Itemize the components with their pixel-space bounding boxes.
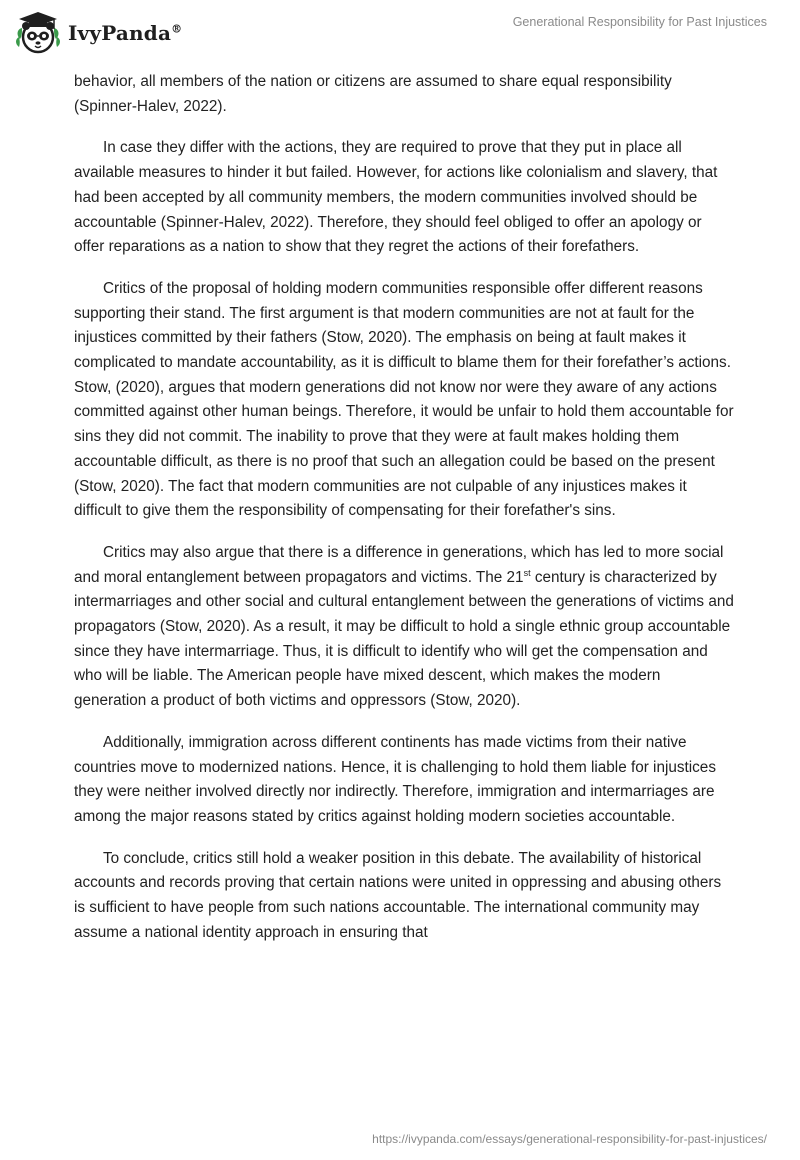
paragraph-text: century is characterized by intermarriages and other social and cultural entanglement between the generations of victims and propagators (Stow, 2020). As a result, it may be difficult to hold a single ethnic group accountable since they have intermarriage. Thus, it is difficult to identify who will get the compensation and who will be liable. The American people have mixed descent, which makes the modern generation a product of both victims and oppressors (Stow, 2020). [74,568,734,710]
essay-body [74,70,734,963]
panda-graduate-logo-icon [14,9,62,57]
source-url[interactable]: https://ivypanda.com/essays/generational-responsibility-for-past-injustices/ [372,1132,767,1146]
paragraph: Additionally, immigration across different continents has made victims from their native countries move to modernized nations. Hence, it is challenging to hold them liable for injustices they were neither involved directly nor indirectly. Therefore, immigration and intermarriages are among the major reasons stated by critics against holding modern societies accountable. [74,733,716,825]
ivypanda-logo[interactable] [14,8,182,58]
page-header [0,0,800,70]
paragraph: Critics of the proposal of holding modern communities responsible offer different reasons supporting their stand. The first argument is that modern communities are not at fault for the injustices committed by their fathers (Stow, 2020). The emphasis on being at fault makes it complicated to mandate accountability, as it is difficult to blame them for their forefather’s actions. Stow, (2020), argues that modern generations did not know nor were they aware of any actions committed against other human beings. Therefore, it would be unfair to hold them accountable for sins they did not commit. The inability to prove that they were at fault makes holding them accountable difficult, as there is no proof that such an allegation could be based on the present (Stow, 2020). The fact that modern communities are not culpable of any injustices makes it difficult to give them the responsibility of compensating for their forefather's sins. [74,279,734,520]
paragraph [74,541,734,714]
paragraph: behavior, all members of the nation or citizens are assumed to share equal responsibility (Spinner-Halev, 2022). [74,73,672,115]
paragraph-text: Critics may also argue that there is a difference in generations, which has led to more social and moral entanglement between propagators and victims. The 21 [74,543,724,586]
logo-wordmark: IvyPanda® [68,21,183,45]
paragraph: In case they differ with the actions, they are required to prove that they put in place all available measures to hinder it but failed. However, for actions like colonialism and slavery, that had been accepted by all community members, the modern communities involved should be accountable (Spinner-Halev, 2022). Therefore, they should feel obliged to offer an apology or offer reparations as a nation to show that they regret the actions of their forefathers. [74,139,718,256]
paragraph: To conclude, critics still hold a weaker position in this debate. The availability of historical accounts and records proving that certain nations were united in oppressing and abusing others is sufficient to have people from such nations accountable. The international community may assume a national identity approach in ensuring that [74,849,722,941]
page-header-title: Generational Responsibility for Past Injustices [512,15,767,29]
ordinal-suffix: st [523,567,531,578]
